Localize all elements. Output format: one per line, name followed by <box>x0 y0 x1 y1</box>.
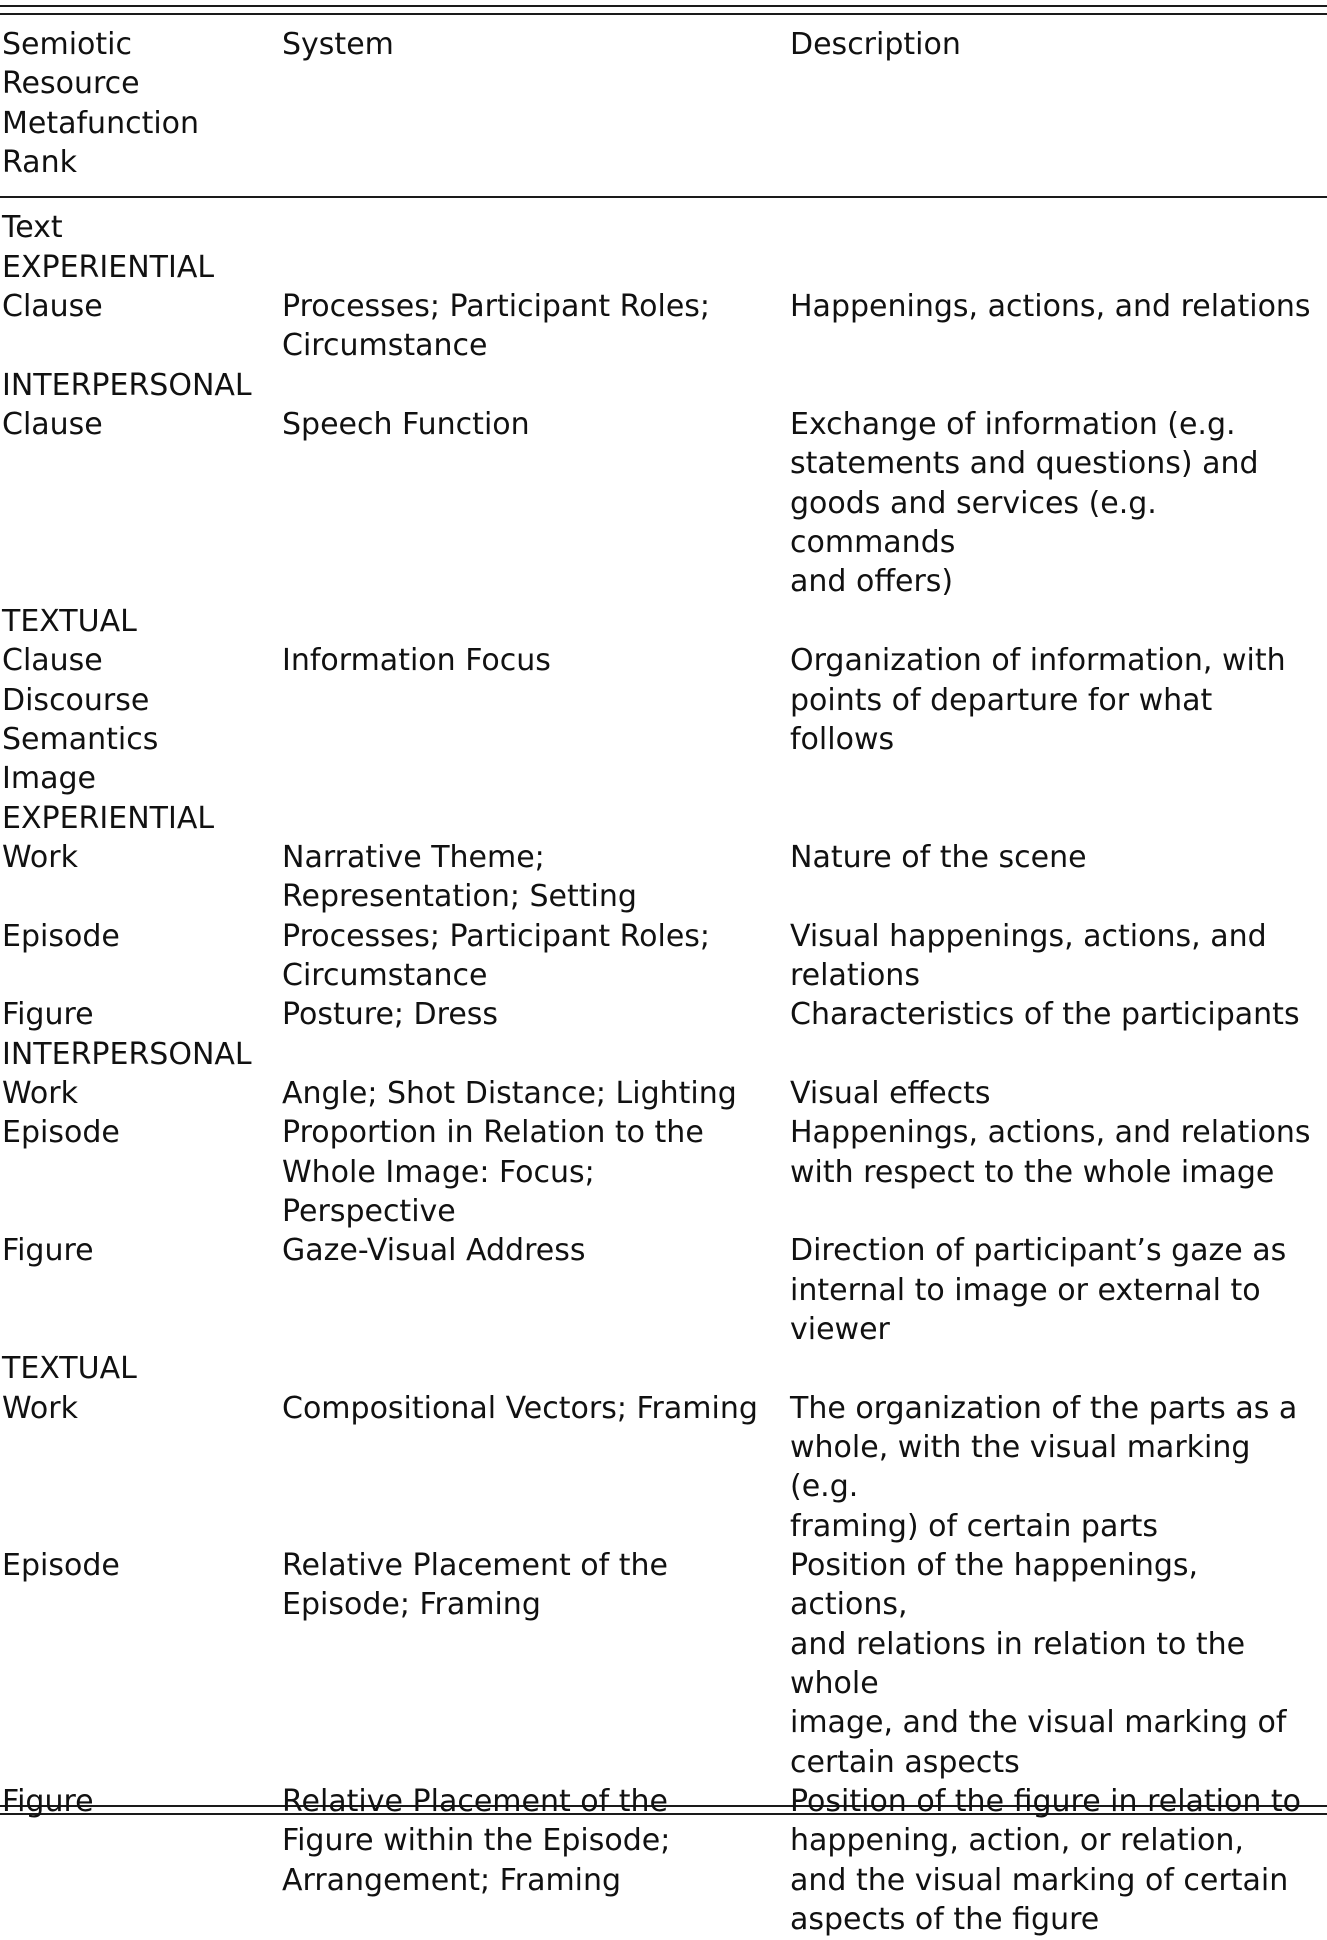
system-cell <box>282 838 790 917</box>
system-cell <box>282 405 790 602</box>
system-line: Processes; Participant Roles; <box>282 289 711 325</box>
system-line: Gaze-Visual Address <box>282 1233 586 1269</box>
table-row <box>2 1389 1325 1546</box>
system-line: Narrative Theme; <box>282 839 545 875</box>
description-line: relations <box>790 957 920 993</box>
description-line: aspects of the figure <box>790 1902 1100 1938</box>
metafunction-row <box>2 1035 1325 1074</box>
rank-cell <box>2 1074 282 1113</box>
table-body <box>2 194 1325 1939</box>
metafunction-row <box>2 602 1325 641</box>
rank-cell <box>2 1231 282 1349</box>
description-line: statements and questions) and <box>790 446 1259 482</box>
system-line: Speech Function <box>282 407 530 443</box>
system-line: Angle; Shot Distance; Lighting <box>282 1075 737 1111</box>
description-cell <box>790 641 1325 759</box>
metafunction-row <box>2 248 1325 287</box>
rank-cell <box>2 995 282 1034</box>
rank-line: Episode <box>2 1548 120 1584</box>
description-line: Direction of participant’s gaze as <box>790 1233 1287 1269</box>
system-cell <box>282 1074 790 1113</box>
description-cell <box>790 1113 1325 1231</box>
system-cell <box>282 1231 790 1349</box>
system-line: Circumstance <box>282 957 488 993</box>
description-line: viewer <box>790 1312 890 1347</box>
rank-line: Episode <box>2 1115 120 1151</box>
rank-line: Clause <box>2 643 103 679</box>
system-cell <box>282 1546 790 1782</box>
metafunction-row <box>2 366 1325 405</box>
description-line: image, and the visual marking of <box>790 1705 1287 1741</box>
table-row <box>2 641 1325 759</box>
system-line: Information Focus <box>282 643 551 679</box>
description-line: goods and services (e.g. commands <box>790 485 1157 561</box>
system-line: Whole Image: Focus; <box>282 1154 595 1190</box>
description-cell <box>790 287 1325 366</box>
description-cell <box>790 838 1325 917</box>
rank-cell <box>2 1389 282 1546</box>
description-cell <box>790 995 1325 1034</box>
rank-line: Work <box>2 1390 78 1426</box>
rank-line: Figure <box>2 997 94 1033</box>
description-cell <box>790 405 1325 602</box>
rank-cell <box>2 917 282 996</box>
system-line: Processes; Participant Roles; <box>282 918 711 954</box>
system-cell <box>282 287 790 366</box>
description-line: Happenings, actions, and relations <box>790 1115 1311 1151</box>
description-line: Nature of the scene <box>790 839 1087 875</box>
description-line: with respect to the whole image <box>790 1154 1275 1190</box>
description-line: points of departure for what follows <box>790 682 1213 757</box>
resource-row <box>2 194 1325 247</box>
rank-line: Work <box>2 839 78 875</box>
header-description-column: Description <box>790 27 961 62</box>
system-cell <box>282 1782 790 1939</box>
system-line: Perspective <box>282 1193 456 1229</box>
description-line: certain aspects <box>790 1744 1020 1780</box>
rank-line: Semantics <box>2 721 159 757</box>
header-line: Metafunction <box>2 105 200 141</box>
description-line: and the visual marking of certain <box>790 1862 1289 1898</box>
system-cell <box>282 917 790 996</box>
rank-cell <box>2 838 282 917</box>
description-line: and relations in relation to the whole <box>790 1626 1246 1702</box>
system-line: Arrangement; Framing <box>282 1862 622 1898</box>
table-header <box>2 25 1325 194</box>
table-row <box>2 1074 1325 1113</box>
top-double-rule-upper <box>0 5 1327 7</box>
metafunction-heading: INTERPERSONAL <box>2 367 252 403</box>
description-cell <box>790 1546 1325 1782</box>
description-line: framing) of certain parts <box>790 1508 1159 1544</box>
metafunction-row <box>2 799 1325 838</box>
system-cell <box>282 1113 790 1231</box>
system-cell <box>282 995 790 1034</box>
rank-line: Clause <box>2 407 103 443</box>
description-cell <box>790 1231 1325 1349</box>
metafunction-heading: TEXTUAL <box>2 1351 137 1387</box>
description-line: Happenings, actions, and relations <box>790 289 1311 325</box>
system-line: Posture; Dress <box>282 997 499 1033</box>
description-line: whole, with the visual marking (e.g. <box>790 1430 1251 1505</box>
rank-cell <box>2 1113 282 1231</box>
header-rank-column <box>2 25 282 194</box>
description-line: Position of the figure in relation to <box>790 1784 1302 1820</box>
system-line: Episode; Framing <box>282 1587 541 1623</box>
table-row <box>2 838 1325 917</box>
metafunction-row <box>2 1349 1325 1388</box>
description-line: and offers) <box>790 564 954 600</box>
description-cell <box>790 917 1325 996</box>
table-row <box>2 1782 1325 1939</box>
metafunction-heading: INTERPERSONAL <box>2 1036 252 1072</box>
system-line: Relative Placement of the <box>282 1548 668 1584</box>
metafunction-heading: EXPERIENTIAL <box>2 249 215 285</box>
description-line: happening, action, or relation, <box>790 1823 1244 1859</box>
table-row <box>2 917 1325 996</box>
top-double-rule-lower <box>0 13 1327 15</box>
rank-cell <box>2 1546 282 1782</box>
system-cell <box>282 641 790 759</box>
description-line: internal to image or external to <box>790 1272 1261 1308</box>
rank-line: Episode <box>2 918 120 954</box>
rank-line: Clause <box>2 289 103 325</box>
resource-heading: Image <box>2 761 96 797</box>
rank-line: Discourse <box>2 682 150 718</box>
system-line: Relative Placement of the <box>282 1784 668 1820</box>
table-row <box>2 1231 1325 1349</box>
system-line: Circumstance <box>282 328 488 364</box>
description-cell <box>790 1074 1325 1113</box>
description-line: The organization of the parts as a <box>790 1390 1298 1426</box>
system-line: Proportion in Relation to the <box>282 1115 704 1151</box>
description-cell <box>790 1782 1325 1939</box>
description-line: Organization of information, with <box>790 643 1286 679</box>
rank-line: Work <box>2 1075 78 1111</box>
semiotic-table <box>2 25 1325 1940</box>
rank-cell <box>2 287 282 366</box>
metafunction-heading: EXPERIENTIAL <box>2 800 215 836</box>
description-line: Position of the happenings, actions, <box>790 1548 1199 1623</box>
system-line: Representation; Setting <box>282 879 637 915</box>
header-line: Semiotic <box>2 27 133 62</box>
header-system-column: System <box>282 27 394 62</box>
table-row <box>2 1113 1325 1231</box>
table-row <box>2 405 1325 602</box>
description-line: Exchange of information (e.g. <box>790 407 1236 443</box>
rank-cell <box>2 641 282 759</box>
description-line: Visual effects <box>790 1075 991 1111</box>
header-line: Resource <box>2 66 140 102</box>
description-line: Visual happenings, actions, and <box>790 918 1267 954</box>
description-line: Characteristics of the participants <box>790 997 1300 1033</box>
table-row <box>2 287 1325 366</box>
system-cell <box>282 1389 790 1546</box>
system-line: Compositional Vectors; Framing <box>282 1390 758 1426</box>
description-cell <box>790 1389 1325 1546</box>
rank-line: Figure <box>2 1233 94 1269</box>
header-line: Rank <box>2 145 77 181</box>
table-row <box>2 995 1325 1034</box>
table-row <box>2 1546 1325 1782</box>
system-line: Figure within the Episode; <box>282 1823 671 1859</box>
rank-cell <box>2 1782 282 1939</box>
metafunction-heading: TEXTUAL <box>2 603 137 639</box>
rank-cell <box>2 405 282 602</box>
rank-line: Figure <box>2 1784 94 1820</box>
resource-row <box>2 759 1325 798</box>
resource-heading: Text <box>2 210 63 246</box>
